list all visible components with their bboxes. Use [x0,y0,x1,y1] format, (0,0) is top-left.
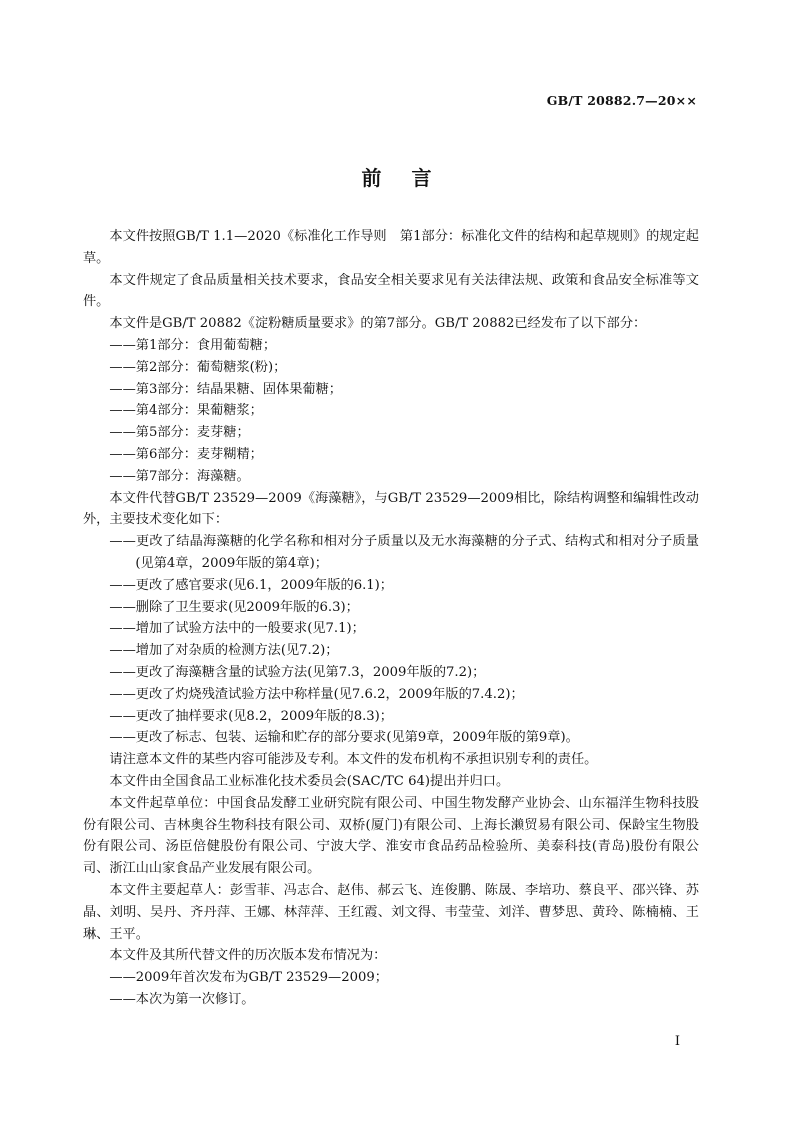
list-item-part: ——第7部分：海藻糖。 [109,468,250,484]
paragraph-drafting-units: 本文件起草单位：中国食品发酵工业研究院有限公司、中国生物发酵产业协会、山东福洋生物科技股份有限公司、吉林奥谷生物科技有限公司、双桥(厦门)有限公司、上海长濑贸易有限公司、保龄宝生物股份有限公司、汤臣倍健股份有限公司、宁波大学、淮安市食品药品检验所、美泰科技(青岛)股份有限公司、浙江山山家食品产业发展有限公司。 [83,795,699,877]
paragraph-drafters: 本文件主要起草人：彭雪菲、冯志合、赵伟、郝云飞、连俊鹏、陈晟、李培功、蔡良平、邵兴锋、苏晶、刘明、吴丹、齐丹萍、王娜、林萍萍、王红霞、刘文得、韦莹莹、刘洋、曹梦思、黄玲、陈楠楠、王琳、王平。 [83,882,699,942]
list-item-change: ——删除了卫生要求(见2009年版的6.3)； [109,599,359,615]
list-item-change: ——更改了标志、包装、运输和贮存的部分要求(见第9章，2009年版的第9章)。 [109,730,579,746]
standard-code: GB/T 20882.7—20×× [546,93,697,108]
list-item-change: ——更改了结晶海藻糖的化学名称和相对分子质量以及无水海藻糖的分子式、结构式和相对分子质量(见第4章，2009年版的第4章)； [109,534,699,571]
list-item-history: ——2009年首次发布为GB/T 23529—2009； [109,970,388,986]
list-item-change: ——增加了试验方法中的一般要求(见7.1)； [109,621,365,637]
paragraph-scope-note: 本文件规定了食品质量相关技术要求，食品安全相关要求见有关法律法规、政策和食品安全标准等文件。 [83,272,699,310]
list-item-part: ——第4部分：果葡糖浆； [109,403,263,419]
paragraph-history-intro: 本文件及其所代替文件的历次版本发布情况为： [109,948,387,964]
paragraph-replaces: 本文件代替GB/T 23529—2009《海藻糖》，与GB/T 23529—2009相比，除结构调整和编辑性改动外，主要技术变化如下： [83,490,699,528]
list-item-change: ——更改了海藻糖含量的试验方法(见第7.3，2009年版的7.2)； [109,664,486,680]
paragraph-patent-notice: 请注意本文件的某些内容可能涉及专利。本文件的发布机构不承担识别专利的责任。 [109,752,598,768]
page-number: I [674,1034,680,1049]
list-item-part: ——第6部分：麦芽糊精； [109,446,263,462]
list-item-change: ——增加了对杂质的检测方法(见7.2)； [109,643,339,659]
paragraph-committee: 本文件由全国食品工业标准化技术委员会(SAC/TC 64)提出并归口。 [109,773,510,789]
list-item-part: ——第1部分：食用葡萄糖； [109,337,277,353]
list-item-part: ——第5部分：麦芽糖； [109,425,250,441]
list-item-history: ——本次为第一次修订。 [109,991,255,1007]
list-item-part: ——第3部分：结晶果糖、固体果葡糖； [109,381,342,397]
list-item-change: ——更改了灼烧残渣试验方法中称样量(见7.6.2，2009年版的7.4.2)； [109,686,524,702]
list-item-change: ——更改了抽样要求(见8.2，2009年版的8.3)； [109,708,393,724]
paragraph-series-intro: 本文件是GB/T 20882《淀粉糖质量要求》的第7部分。GB/T 20882已经发布了以下部分： [109,316,647,332]
page-title: 前言 [361,166,462,190]
list-item-change: ——更改了感官要求(见6.1，2009年版的6.1)； [109,577,393,593]
foreword-body [83,226,699,1011]
list-item-part: ——第2部分：葡萄糖浆(粉)； [109,359,287,375]
paragraph-drafting-rules: 本文件按照GB/T 1.1—2020《标准化工作导则 第1部分：标准化文件的结构和起草规则》的规定起草。 [83,229,699,266]
